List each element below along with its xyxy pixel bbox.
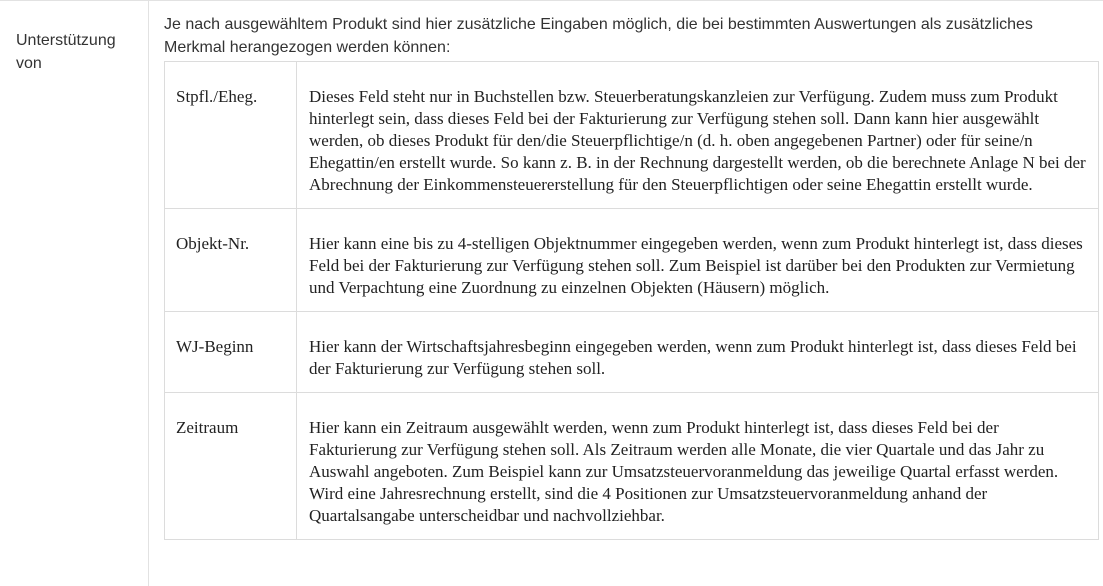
field-label: Zeitraum: [165, 393, 297, 540]
field-description: Hier kann der Wirtschaftsjahresbeginn eingegeben werden, wenn zum Produkt hinterlegt ist, dass dieses Feld bei der Fakturierung zur Verfügung stehen soll.: [297, 312, 1099, 393]
field-description: Hier kann eine bis zu 4-stelligen Objektnummer eingegeben werden, wenn zum Produkt hinterlegt ist, dass dieses Feld bei der Fakturierung zur Verfügung stehen soll. Zum Beispiel ist darüber bei den Produkten zur Vermietung und Verpachtung eine Zuordnung zu einzelnen Objekten (Häusern) möglich.: [297, 209, 1099, 312]
field-label: Stpfl./Eheg.: [165, 62, 297, 209]
field-description: Dieses Feld steht nur in Buchstellen bzw. Steuerberatungskanzleien zur Verfügung. Zudem muss zum Produkt hinterlegt sein, dass dieses Feld bei der Fakturierung zur Verfügung stehen soll. Dann kann hier ausgewählt werden, ob dieses Produkt für den/die Steuerpflichtige/n (d. h. oben angegebenen Partner) oder für seine/n Ehegattin/en erstellt wurde. So kann z. B. in der Rechnung dargestellt werden, ob die berechnete Anlage N bei der Abrechnung der Einkommensteuererstellung für den Steuerpflichtigen oder seine Ehegattin erstellt wurde.: [297, 62, 1099, 209]
table-row: [165, 209, 1099, 312]
table-row: [165, 393, 1099, 540]
field-description: Hier kann ein Zeitraum ausgewählt werden, wenn zum Produkt hinterlegt ist, dass dieses Feld bei der Fakturierung zur Verfügung stehen soll. Als Zeitraum werden alle Monate, die vier Quartale und das Jahr zu Auswahl angeboten. Zum Beispiel kann zur Umsatzsteuervoranmeldung das jeweilige Quartal erfasst werden. Wird eine Jahresrechnung erstellt, sind die 4 Positionen zur Umsatzsteuervoranmeldung anhand der Quartalsangabe unterscheidbar und nachvollziehbar.: [297, 393, 1099, 540]
term-label: Unterstützung von: [16, 32, 116, 72]
field-label: WJ-Beginn: [165, 312, 297, 393]
term-column: [0, 1, 149, 586]
table-row: [165, 62, 1099, 209]
field-description-table: [164, 61, 1099, 540]
intro-text: Je nach ausgewähltem Produkt sind hier zusätzliche Eingaben möglich, die bei bestimmten Auswertungen als zusätzliches Merkmal herangezogen werden können:: [164, 16, 1033, 56]
table-row: [165, 312, 1099, 393]
field-label: Objekt-Nr.: [165, 209, 297, 312]
